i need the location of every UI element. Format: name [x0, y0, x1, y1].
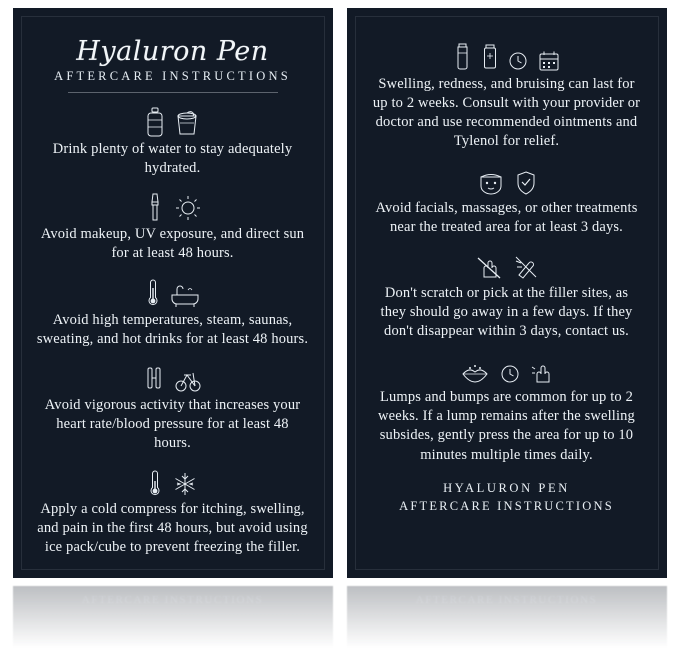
card-footer — [365, 481, 649, 514]
instruction-block — [31, 359, 315, 453]
instruction-block — [31, 103, 315, 178]
instruction-text: Swelling, redness, and bruising can last for up to 2 weeks. Consult with your provider or doctor and use recommended ointments and Tylenol for relief. — [372, 76, 641, 150]
water-bottle-icon — [146, 107, 164, 137]
instruction-block — [31, 463, 315, 557]
bathtub-icon — [170, 282, 200, 308]
exercise-bike-icon — [174, 365, 202, 393]
instruction-block — [365, 38, 649, 152]
icon-group — [31, 274, 315, 308]
reflection-text: AFTERCARE INSTRUCTIONS — [81, 594, 264, 606]
facial-mask-icon — [477, 170, 505, 196]
instruction-text: Avoid makeup, UV exposure, and direct sun for at least 48 hours. — [40, 226, 305, 262]
instruction-text: Apply a cold compress for itching, swelling, and pain in the first 48 hours, but avoid using ice pack/cube to prevent freezing the filler. — [37, 501, 308, 556]
calendar-icon — [538, 50, 560, 72]
lips-bumps-icon — [460, 363, 490, 385]
instruction-block — [365, 162, 649, 237]
sun-icon — [175, 194, 201, 222]
thermometer-icon — [146, 278, 160, 308]
clock-icon — [508, 50, 528, 72]
icon-group — [365, 38, 649, 72]
card-reflection — [347, 586, 667, 648]
instruction-block — [365, 247, 649, 341]
makeup-brush-icon — [145, 192, 165, 222]
dumbbell-icon — [144, 365, 164, 393]
icon-group — [31, 103, 315, 137]
icon-group — [31, 463, 315, 497]
snowflake-icon — [172, 471, 198, 497]
no-scratch-icon — [475, 255, 503, 281]
instruction-block — [365, 351, 649, 465]
no-pick-icon — [513, 255, 539, 281]
instruction-text: Don't scratch or pick at the filler sites, as they should go away in a few days. If they don't disappear within 3 days, contact us. — [380, 284, 633, 339]
brand-subtitle: AFTERCARE INSTRUCTIONS — [54, 69, 291, 83]
shield-icon — [515, 170, 537, 196]
pill-bottle-icon — [482, 42, 498, 72]
footer-subtitle: AFTERCARE INSTRUCTIONS — [399, 498, 614, 513]
icon-group — [31, 188, 315, 222]
press-hand-icon — [530, 361, 554, 385]
instruction-text: Drink plenty of water to stay adequately hydrated. — [52, 141, 293, 177]
drinking-glass-icon — [174, 109, 200, 137]
ointment-tube-icon — [454, 42, 472, 72]
right-aftercare-card — [347, 8, 667, 606]
instruction-text: Avoid high temperatures, steam, saunas, sweating, and hot drinks for at least 48 hours. — [36, 311, 309, 347]
thermometer-cold-icon — [148, 469, 162, 497]
instruction-text: Avoid facials, massages, or other treatments near the treated area for at least 3 days. — [375, 199, 638, 235]
instruction-text: Avoid vigorous activity that increases your heart rate/blood pressure for at least 48 hours. — [44, 396, 301, 451]
card-reflection — [13, 586, 333, 648]
instruction-block — [31, 274, 315, 349]
icon-group — [365, 162, 649, 196]
brand-title: Hyaluron Pen — [76, 36, 269, 67]
icon-group — [31, 359, 315, 393]
left-aftercare-card — [13, 8, 333, 606]
footer-brand: HYALURON PEN — [443, 480, 570, 495]
clock-icon — [500, 363, 520, 385]
icon-group — [365, 247, 649, 281]
divider — [68, 92, 278, 93]
reflection-text: AFTERCARE INSTRUCTIONS — [415, 594, 598, 606]
instruction-text: Lumps and bumps are common for up to 2 weeks. If a lump remains after the swelling subsides, gently press the area for up to 10 minutes multiple times daily. — [378, 389, 635, 463]
icon-group — [365, 351, 649, 385]
instruction-block — [31, 188, 315, 263]
